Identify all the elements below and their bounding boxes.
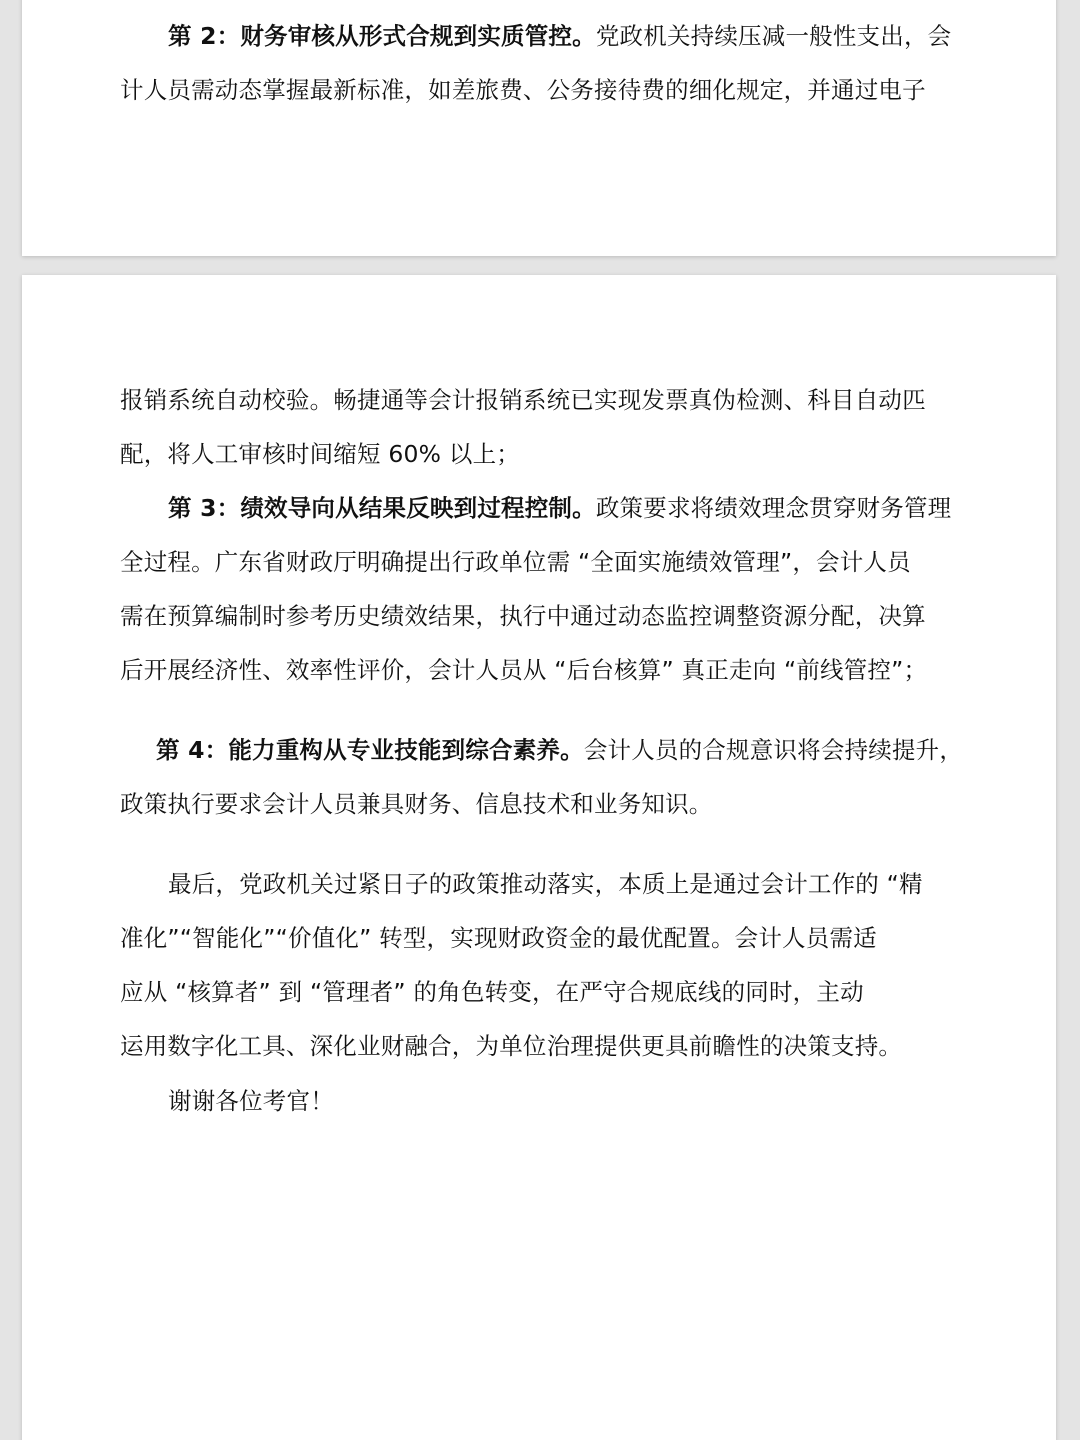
- paragraph-point-3-line-2: 全过程。广东省财政厅明确提出行政单位需 “全面实施绩效管理”，会计人员: [120, 548, 911, 576]
- heading-point-3: 第 3：绩效导向从结果反映到过程控制。: [168, 494, 596, 522]
- paragraph-point-3-line-1: 第 3：绩效导向从结果反映到过程控制。政策要求将绩效理念贯穿财务管理: [168, 494, 952, 522]
- paragraph-point-2-line-1: 第 2：财务审核从形式合规到实质管控。党政机关持续压减一般性支出，会: [168, 22, 952, 50]
- paragraph-point-4-line-1: 第 4：能力重构从专业技能到综合素养。会计人员的合规意识将会持续提升，: [156, 736, 964, 764]
- paragraph-point-2-line-3: 报销系统自动校验。畅捷通等会计报销系统已实现发票真伪检测、科目自动匹: [120, 386, 926, 414]
- paragraph-point-4-line-2: 政策执行要求会计人员兼具财务、信息技术和业务知识。: [120, 790, 713, 818]
- document-page-2: [22, 275, 1056, 1440]
- paragraph-conclusion-line-1: 最后，党政机关过紧日子的政策推动落实，本质上是通过会计工作的 “精: [168, 870, 923, 898]
- paragraph-point-2-line-4: 配，将人工审核时间缩短 60% 以上；: [120, 440, 520, 468]
- heading-point-2: 第 2：财务审核从形式合规到实质管控。: [168, 22, 596, 50]
- document-page-1: [22, 0, 1056, 256]
- paragraph-point-3-line-4: 后开展经济性、效率性评价，会计人员从 “后台核算” 真正走向 “前线管控”；: [120, 656, 928, 684]
- paragraph-conclusion-line-3: 应从 “核算者” 到 “管理者” 的角色转变，在严守合规底线的同时，主动: [120, 978, 864, 1006]
- paragraph-point-2-line-2: 计人员需动态掌握最新标准，如差旅费、公务接待费的细化规定，并通过电子: [120, 76, 926, 104]
- paragraph-point-3-line-3: 需在预算编制时参考历史绩效结果，执行中通过动态监控调整资源分配，决算: [120, 602, 926, 630]
- closing-thanks: 谢谢各位考官！: [168, 1087, 334, 1115]
- heading-point-4: 第 4：能力重构从专业技能到综合素养。: [156, 736, 584, 764]
- paragraph-conclusion-line-4: 运用数字化工具、深化业财融合，为单位治理提供更具前瞻性的决策支持。: [120, 1032, 903, 1060]
- paragraph-conclusion-line-2: 准化”“智能化”“价值化” 转型，实现财政资金的最优配置。会计人员需适: [120, 924, 877, 952]
